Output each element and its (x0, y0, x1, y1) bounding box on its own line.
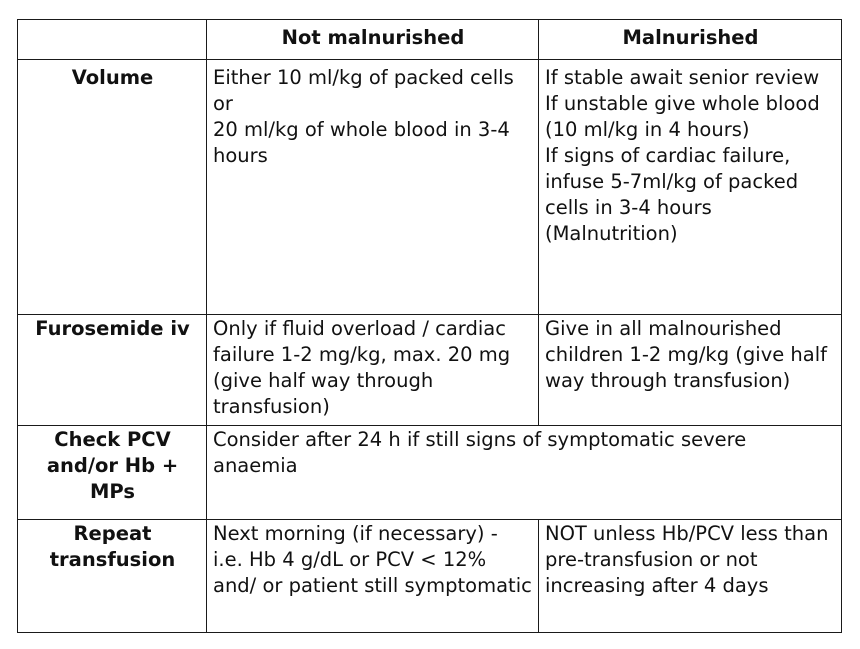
cell-furosemide-malnourished (539, 315, 842, 426)
table-row-repeat-transfusion (18, 520, 842, 633)
cell-text: Consider after 24 h if still signs of symptomatic severe anaemia (213, 428, 747, 477)
row-label-volume-text: Volume (71, 66, 154, 89)
header-not-malnourished: Not malnurished (207, 20, 539, 60)
cell-repeat-malnourished (539, 520, 842, 633)
row-label-repeat-transfusion-text: Repeat transfusion (49, 522, 176, 571)
cell-text: Either 10 ml/kg of packed cells or (213, 66, 514, 115)
cell-text: Give in all malnourished children 1-2 mg/kg (give half way through transfusion) (545, 317, 828, 392)
cell-text: If stable await senior review (545, 66, 820, 89)
cell-text: 20 ml/kg of whole blood in 3-4 hours (213, 118, 510, 167)
cell-text: Next morning (if necessary) - i.e. Hb 4 g/dL or PCV < 12% and/ or patient still symptomatic (213, 522, 532, 597)
cell-text: If signs of cardiac failure, infuse 5-7ml/kg of packed cells in 3-4 hours (Malnutrition) (545, 144, 799, 245)
cell-furosemide-not-malnourished (207, 315, 539, 426)
cell-repeat-not-malnourished (207, 520, 539, 633)
cell-text: NOT unless Hb/PCV less than pre-transfusion or not increasing after 4 days (545, 522, 829, 597)
row-label-check-pcv (18, 426, 207, 520)
header-row (18, 20, 842, 60)
row-label-repeat-transfusion (18, 520, 207, 633)
row-label-furosemide (18, 315, 207, 426)
transfusion-table (17, 19, 842, 633)
header-malnourished: Malnurished (539, 20, 842, 60)
table-row-check-pcv (18, 426, 842, 520)
cell-volume-malnourished (539, 60, 842, 315)
row-label-check-pcv-text: Check PCV and/or Hb + MPs (46, 428, 179, 503)
table-row-volume (18, 60, 842, 315)
row-label-volume (18, 60, 207, 315)
header-empty-cell (18, 20, 207, 60)
cell-text: If unstable give whole blood (10 ml/kg in 4 hours) (545, 92, 820, 141)
table-row-furosemide (18, 315, 842, 426)
cell-check-pcv-merged (207, 426, 842, 520)
row-label-furosemide-text: Furosemide iv (35, 317, 190, 340)
cell-text: Only if fluid overload / cardiac failure 1-2 mg/kg, max. 20 mg (give half way through transfusion) (213, 317, 511, 418)
cell-volume-not-malnourished (207, 60, 539, 315)
